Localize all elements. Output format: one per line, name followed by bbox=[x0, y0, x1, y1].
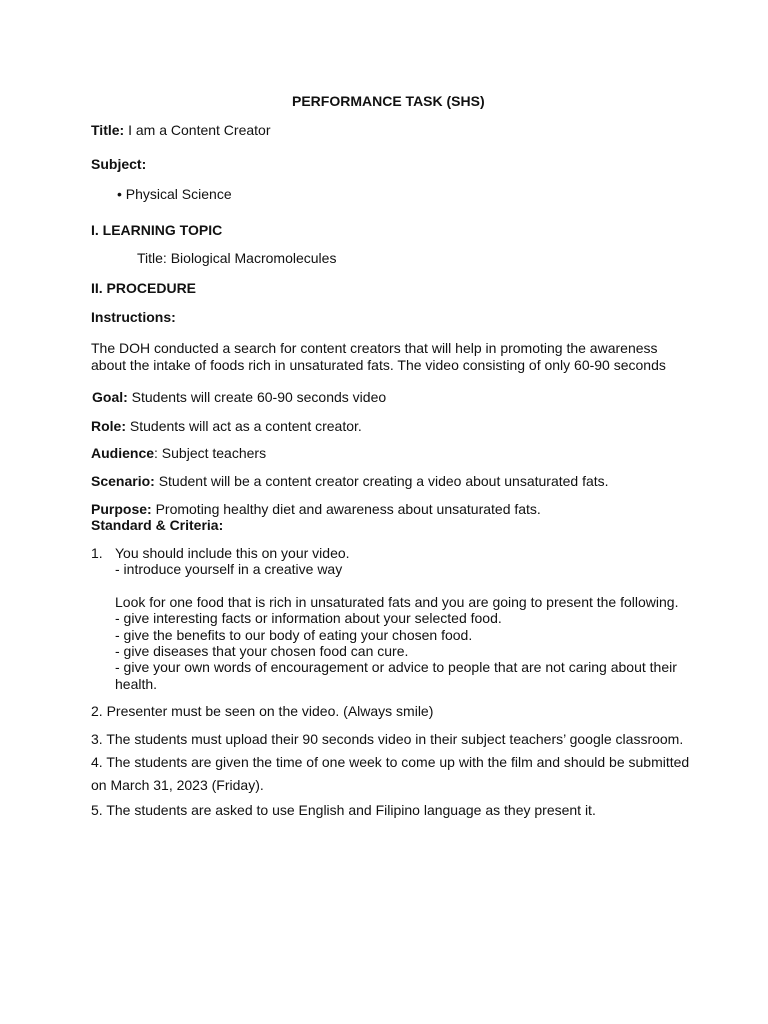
role-value: Students will act as a content creator. bbox=[126, 418, 362, 434]
criteria-item-1-number: 1. bbox=[91, 545, 103, 561]
criteria-item-1-line-7: - give your own words of encouragement or advice to people that are not caring about their bbox=[115, 659, 677, 675]
audience-label: Audience bbox=[91, 445, 155, 461]
learning-topic-heading: I. LEARNING TOPIC bbox=[91, 222, 223, 238]
criteria-item-1-line-1: You should include this on your video. bbox=[115, 545, 350, 561]
audience-value: : Subject teachers bbox=[154, 445, 267, 461]
criteria-heading: Standard & Criteria: bbox=[91, 517, 224, 533]
criteria-item-1-line-4: - give interesting facts or information about your selected food. bbox=[115, 610, 502, 626]
criteria-item-1-line-5: - give the benefits to our body of eating your chosen food. bbox=[115, 627, 473, 643]
criteria-item-1-line-2: - introduce yourself in a creative way bbox=[115, 561, 343, 577]
criteria-item-3: 3. The students must upload their 90 seconds video in their subject teachers’ google classroom. bbox=[91, 731, 684, 747]
criteria-item-1-line-8: health. bbox=[115, 676, 158, 692]
scenario-value: Student will be a content creator creating a video about unsaturated fats. bbox=[154, 473, 609, 489]
title-value: I am a Content Creator bbox=[124, 122, 271, 138]
goal-value: Students will create 60-90 seconds video bbox=[127, 389, 387, 405]
criteria-item-4-line-2: on March 31, 2023 (Friday). bbox=[91, 777, 264, 793]
instructions-line-2: about the intake of foods rich in unsaturated fats. The video consisting of only 60-90 seconds bbox=[91, 357, 666, 373]
audience-line bbox=[91, 445, 266, 461]
role-line bbox=[91, 418, 362, 434]
criteria-item-5: 5. The students are asked to use English and Filipino language as they present it. bbox=[91, 802, 596, 818]
page-heading: PERFORMANCE TASK (SHS) bbox=[292, 93, 485, 109]
role-label: Role: bbox=[91, 418, 126, 434]
criteria-item-2: 2. Presenter must be seen on the video. (Always smile) bbox=[91, 703, 434, 719]
criteria-item-1-line-6: - give diseases that your chosen food can cure. bbox=[115, 643, 409, 659]
purpose-value: Promoting healthy diet and awareness about unsaturated fats. bbox=[151, 501, 541, 517]
criteria-item-4-line-1: 4. The students are given the time of one week to come up with the film and should be submitted bbox=[91, 754, 690, 770]
procedure-heading: II. PROCEDURE bbox=[91, 280, 197, 296]
subject-item: • Physical Science bbox=[117, 186, 232, 202]
instructions-label: Instructions: bbox=[91, 309, 176, 325]
criteria-item-1-line-3: Look for one food that is rich in unsaturated fats and you are going to present the following. bbox=[115, 594, 679, 610]
subject-label: Subject: bbox=[91, 156, 147, 172]
title-label: Title: bbox=[91, 122, 125, 138]
purpose-label: Purpose: bbox=[91, 501, 152, 517]
goal-label: Goal: bbox=[92, 389, 128, 405]
title-line bbox=[91, 122, 271, 138]
purpose-line bbox=[91, 501, 541, 517]
scenario-line bbox=[91, 473, 609, 489]
goal-line bbox=[92, 389, 386, 405]
scenario-label: Scenario: bbox=[91, 473, 155, 489]
learning-topic-title: Title: Biological Macromolecules bbox=[137, 250, 337, 266]
instructions-line-1: The DOH conducted a search for content creators that will help in promoting the awareness bbox=[91, 340, 658, 356]
